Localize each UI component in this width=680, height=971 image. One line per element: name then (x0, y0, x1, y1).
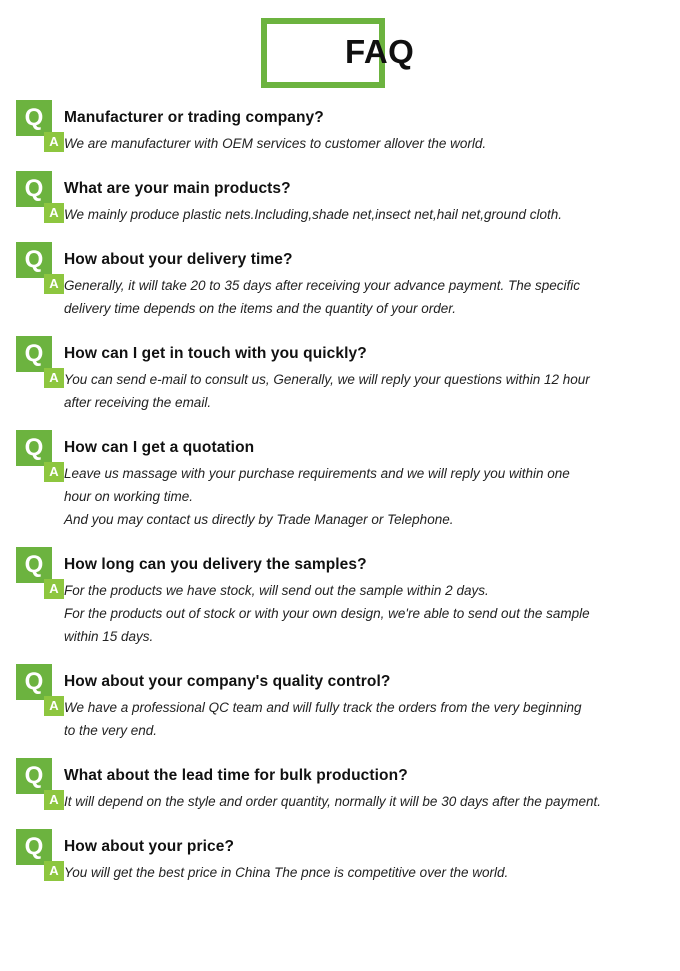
faq-question: What are your main products? (64, 180, 291, 197)
faq-item (16, 758, 664, 813)
faq-answer-line: We have a professional QC team and will fully track the orders from the very beginning (64, 700, 582, 715)
answer-badge-icon: A (44, 861, 64, 881)
page-title: FAQ (345, 33, 415, 70)
faq-question: How can I get a quotation (64, 439, 255, 456)
faq-answer (64, 274, 664, 320)
faq-answer-line: It will depend on the style and order quantity, normally it will be 30 days after the payment. (64, 794, 602, 809)
faq-answer-line: We mainly produce plastic nets.Including,shade net,insect net,hail net,ground cloth. (64, 207, 563, 222)
question-badge-icon: Q (16, 100, 52, 136)
faq-question: How long can you delivery the samples? (64, 556, 367, 573)
faq-answer-line: We are manufacturer with OEM services to customer allover the world. (64, 136, 487, 151)
faq-answer (64, 696, 664, 742)
faq-answer-line: to the very end. (64, 723, 158, 738)
faq-list (0, 100, 680, 884)
faq-answer-line: And you may contact us directly by Trade Manager or Telephone. (64, 512, 454, 527)
faq-answer (64, 368, 664, 414)
faq-question: How about your delivery time? (64, 251, 293, 268)
faq-answer (64, 861, 664, 884)
faq-item (16, 430, 664, 531)
answer-badge-icon: A (44, 274, 64, 294)
faq-item (16, 829, 664, 884)
faq-question: Manufacturer or trading company? (64, 109, 324, 126)
question-badge-icon: Q (16, 829, 52, 865)
question-badge-icon: Q (16, 547, 52, 583)
faq-answer-line: Leave us massage with your purchase requirements and we will reply you within one (64, 466, 570, 481)
question-badge-icon: Q (16, 758, 52, 794)
answer-badge-icon: A (44, 368, 64, 388)
answer-badge-icon: A (44, 790, 64, 810)
faq-answer (64, 462, 664, 531)
faq-question: How about your price? (64, 838, 235, 855)
faq-answer (64, 132, 664, 155)
faq-question: What about the lead time for bulk production? (64, 767, 408, 784)
faq-answer-line: You can send e-mail to consult us, Generally, we will reply your questions within 12 hour (64, 372, 590, 387)
answer-badge-icon: A (44, 462, 64, 482)
question-badge-icon: Q (16, 336, 52, 372)
faq-question: How can I get in touch with you quickly? (64, 345, 367, 362)
faq-item (16, 547, 664, 648)
faq-answer (64, 790, 664, 813)
faq-item (16, 242, 664, 320)
answer-badge-icon: A (44, 696, 64, 716)
faq-answer-line: For the products we have stock, will send out the sample within 2 days. (64, 583, 489, 598)
answer-badge-icon: A (44, 579, 64, 599)
faq-answer (64, 203, 664, 226)
question-badge-icon: Q (16, 664, 52, 700)
faq-answer-line: delivery time depends on the items and the quantity of your order. (64, 301, 456, 316)
question-badge-icon: Q (16, 430, 52, 466)
faq-answer-line: hour on working time. (64, 489, 194, 504)
faq-item (16, 336, 664, 414)
question-badge-icon: Q (16, 171, 52, 207)
answer-badge-icon: A (44, 203, 64, 223)
faq-answer-line: within 15 days. (64, 629, 154, 644)
answer-badge-icon: A (44, 132, 64, 152)
faq-item (16, 100, 664, 155)
faq-answer-line: Generally, it will take 20 to 35 days after receiving your advance payment. The specific (64, 278, 581, 293)
faq-answer (64, 579, 664, 648)
faq-answer-line: For the products out of stock or with your own design, we're able to send out the sample (64, 606, 590, 621)
faq-item (16, 171, 664, 226)
faq-item (16, 664, 664, 742)
faq-answer-line: after receiving the email. (64, 395, 212, 410)
page-header (0, 0, 680, 100)
faq-question: How about your company's quality control? (64, 673, 391, 690)
question-badge-icon: Q (16, 242, 52, 278)
faq-answer-line: You will get the best price in China The pnce is competitive over the world. (64, 865, 509, 880)
